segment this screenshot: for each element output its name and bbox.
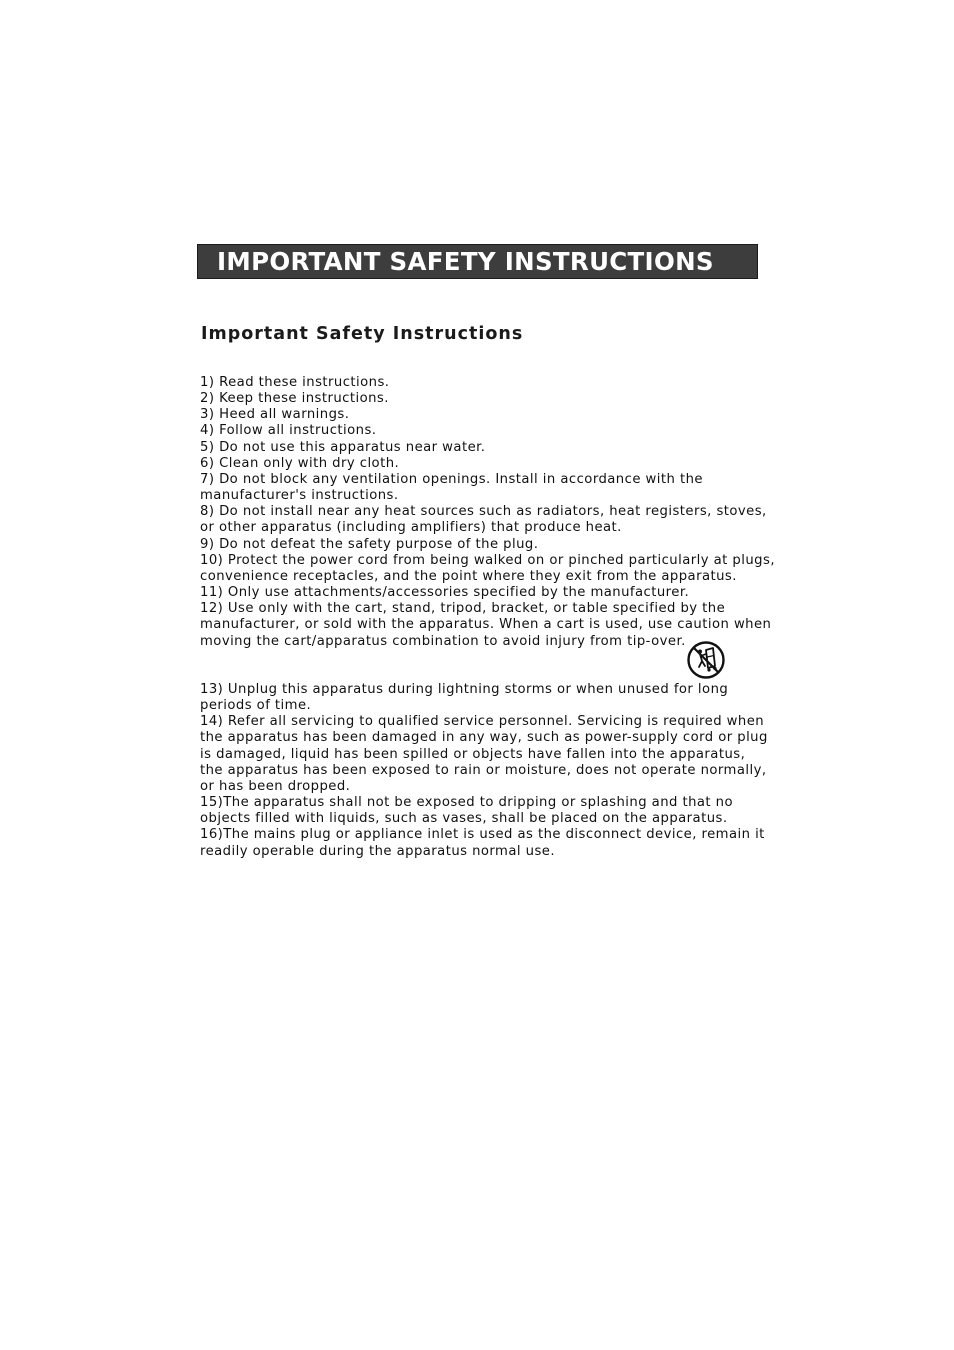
instruction-line: periods of time. (200, 698, 312, 714)
instruction-item-4 (200, 423, 770, 439)
instruction-item-8 (200, 504, 770, 536)
instruction-line: 11) Only use attachments/accessories specified by the manufacturer. (200, 585, 690, 601)
instruction-line: 6) Clean only with dry cloth. (200, 455, 400, 471)
instruction-item-12 (200, 601, 770, 649)
instruction-line: 3) Heed all warnings. (200, 407, 350, 423)
instruction-line: 1) Read these instructions. (200, 375, 390, 390)
instruction-line: manufacturer's instructions. (200, 488, 399, 504)
instruction-item-6 (200, 456, 770, 472)
instruction-item-11 (200, 585, 770, 601)
instruction-line: or has been dropped. (200, 778, 351, 794)
instruction-item-5 (200, 440, 770, 456)
instruction-line: 5) Do not use this apparatus near water. (200, 439, 486, 455)
banner-title: IMPORTANT SAFETY INSTRUCTIONS (217, 247, 714, 276)
instruction-line: readily operable during the apparatus normal use. (200, 843, 555, 859)
instruction-line: 15)The apparatus shall not be exposed to dripping or splashing and that no (200, 795, 734, 811)
instruction-line: moving the cart/apparatus combination to avoid injury from tip-over. (200, 633, 686, 649)
instruction-line: the apparatus has been exposed to rain or moisture, does not operate normally, (200, 762, 767, 778)
instruction-line: 9) Do not defeat the safety purpose of the plug. (200, 536, 539, 552)
instruction-item-14 (200, 714, 770, 795)
instruction-line: the apparatus has been damaged in any way, such as power-supply cord or plug (200, 730, 768, 746)
instruction-item-7 (200, 472, 770, 504)
instruction-line: 2) Keep these instructions. (200, 391, 389, 407)
instruction-item-15 (200, 795, 770, 827)
instruction-item-16 (200, 827, 770, 859)
instruction-item-9 (200, 537, 770, 553)
instruction-line: 8) Do not install near any heat sources such as radiators, heat registers, stoves, (200, 504, 767, 520)
instruction-line: or other apparatus (including amplifiers) that produce heat. (200, 520, 622, 536)
title-banner (197, 244, 758, 279)
instruction-line: is damaged, liquid has been spilled or objects have fallen into the apparatus, (200, 746, 746, 762)
instruction-line: 4) Follow all instructions. (200, 423, 377, 439)
cart-tip-over-warning-icon (686, 641, 726, 679)
instruction-line: manufacturer, or sold with the apparatus. When a cart is used, use caution when (200, 617, 772, 633)
instruction-line: 7) Do not block any ventilation openings. Install in accordance with the (200, 471, 703, 487)
instruction-line: 16)The mains plug or appliance inlet is used as the disconnect device, remain it (200, 827, 765, 843)
instruction-list-part2 (200, 682, 770, 860)
instruction-line: 10) Protect the power cord from being walked on or pinched particularly at plugs, (200, 552, 775, 568)
instruction-line: 13) Unplug this apparatus during lightning storms or when unused for long (200, 682, 729, 697)
instruction-line: 14) Refer all servicing to qualified service personnel. Servicing is required when (200, 714, 765, 730)
instruction-line: convenience receptacles, and the point where they exit from the apparatus. (200, 568, 737, 584)
instruction-line: 12) Use only with the cart, stand, tripod, bracket, or table specified by the (200, 601, 726, 617)
section-heading: Important Safety Instructions (201, 324, 524, 344)
instruction-line: objects filled with liquids, such as vases, shall be placed on the apparatus. (200, 811, 728, 827)
instruction-item-1 (200, 375, 770, 391)
instruction-item-10 (200, 552, 775, 585)
instruction-item-3 (200, 407, 770, 423)
instruction-item-2 (200, 391, 770, 407)
instruction-item-13 (200, 682, 770, 714)
instruction-list-part1 (200, 375, 775, 650)
